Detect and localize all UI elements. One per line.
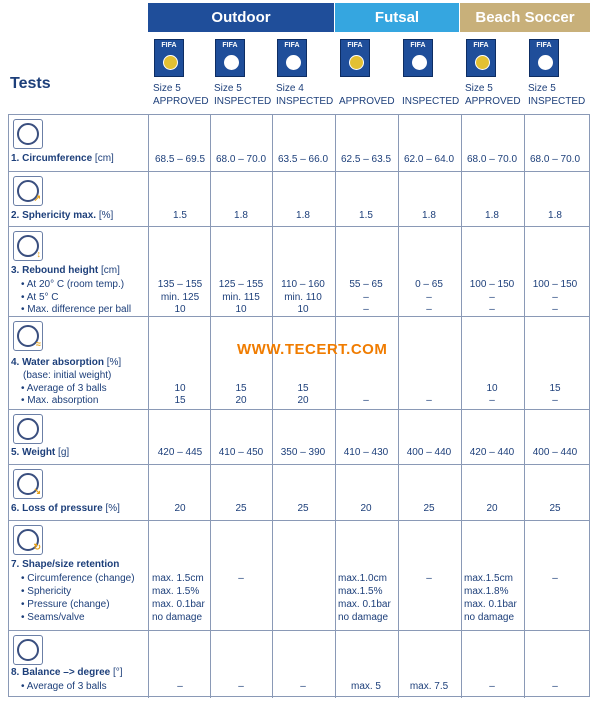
cell-value: – bbox=[552, 573, 558, 584]
cell-value: 1.5 bbox=[359, 210, 373, 221]
cell-value: 1.5 bbox=[173, 210, 187, 221]
table-row-rebound-height bbox=[9, 226, 589, 317]
row-title: 1. Circumference [cm] bbox=[11, 153, 114, 164]
cell-value: 68.0 – 70.0 bbox=[215, 154, 267, 165]
ball-circumference-icon bbox=[13, 119, 43, 149]
ball-shape-retention-icon: ↻ bbox=[13, 525, 43, 555]
cell-value: min. 115 bbox=[222, 292, 260, 303]
cell-value: – bbox=[363, 304, 369, 315]
cell-value: 100 – 150 bbox=[532, 279, 578, 290]
cell-value: 410 – 450 bbox=[218, 447, 264, 458]
cell-value: 135 – 155 bbox=[157, 279, 203, 290]
cell-value: 25 bbox=[235, 503, 247, 514]
cell-value: no damage bbox=[464, 612, 515, 623]
cell-value: min. 125 bbox=[160, 292, 200, 303]
table-row-shape-size-retention bbox=[9, 520, 589, 631]
cell-value: – bbox=[552, 304, 558, 315]
cell-value: 25 bbox=[297, 503, 309, 514]
row-subtitle: • Seams/valve bbox=[21, 612, 85, 623]
ball-sphericity-icon: ↗ bbox=[13, 176, 43, 206]
fifa-inspected-badge-icon: FIFA bbox=[215, 39, 245, 77]
row-title: 2. Sphericity max. [%] bbox=[11, 210, 114, 221]
cell-value: 62.0 – 64.0 bbox=[403, 154, 455, 165]
cell-value: 10 bbox=[235, 304, 247, 315]
cell-value: 20 bbox=[174, 503, 186, 514]
cell-value: 400 – 440 bbox=[532, 447, 578, 458]
cell-value: 10 bbox=[174, 383, 186, 394]
group-outdoor: Outdoor bbox=[148, 3, 334, 32]
cell-value: no damage bbox=[152, 612, 203, 623]
ball-water-icon: ≈ bbox=[13, 321, 43, 351]
row-title: 8. Balance –> degree [°] bbox=[11, 667, 123, 678]
cell-value: – bbox=[552, 681, 558, 692]
cell-value: 400 – 440 bbox=[406, 447, 452, 458]
cell-value: 1.8 bbox=[485, 210, 499, 221]
watermark: WWW.TECERT.COM bbox=[237, 341, 388, 358]
cell-value: 20 bbox=[235, 395, 247, 406]
cell-value: 10 bbox=[486, 383, 498, 394]
cell-value: – bbox=[238, 681, 244, 692]
fifa-quality-pro-badge-icon: FIFA bbox=[466, 39, 496, 77]
cell-value: 25 bbox=[423, 503, 435, 514]
cell-value: – bbox=[426, 292, 432, 303]
column-header-futsal-approved: FIFA APPROVED bbox=[335, 35, 396, 113]
row-subtitle: • Max. absorption bbox=[21, 395, 99, 406]
cell-value: max.1.8% bbox=[464, 586, 509, 597]
table-row-sphericity bbox=[9, 171, 589, 227]
row-subtitle: • Average of 3 balls bbox=[21, 681, 107, 692]
group-futsal: Futsal bbox=[335, 3, 459, 32]
cell-value: – bbox=[238, 573, 244, 584]
cell-value: 15 bbox=[235, 383, 247, 394]
row-subtitle: • At 20° C (room temp.) bbox=[21, 279, 125, 290]
cell-value: 0 – 65 bbox=[415, 279, 443, 290]
cell-value: 62.5 – 63.5 bbox=[340, 154, 392, 165]
cell-value: – bbox=[489, 304, 495, 315]
ball-rebound-icon: ↕ bbox=[13, 231, 43, 261]
ball-balance-icon bbox=[13, 635, 43, 665]
cell-value: max. 7.5 bbox=[409, 681, 449, 692]
cell-value: 420 – 445 bbox=[157, 447, 203, 458]
cell-value: 25 bbox=[549, 503, 561, 514]
cell-value: – bbox=[552, 395, 558, 406]
cell-value: 10 bbox=[174, 304, 186, 315]
cell-value: – bbox=[363, 292, 369, 303]
cell-value: max.1.5cm bbox=[464, 573, 513, 584]
cell-value: 15 bbox=[297, 383, 309, 394]
ball-pressure-icon: ↘ bbox=[13, 469, 43, 499]
cell-value: 20 bbox=[360, 503, 372, 514]
column-header-beach-size5-inspected: FIFA Size 5 INSPECTED bbox=[524, 35, 585, 113]
column-header-outdoor-size4-inspected: FIFA Size 4 INSPECTED bbox=[272, 35, 333, 113]
tests-table bbox=[8, 114, 590, 697]
cell-value: 68.0 – 70.0 bbox=[529, 154, 581, 165]
cell-value: – bbox=[300, 681, 306, 692]
column-header-outdoor-size5-inspected: FIFA Size 5 INSPECTED bbox=[210, 35, 271, 113]
cell-value: 20 bbox=[486, 503, 498, 514]
cell-value: 110 – 160 bbox=[281, 279, 325, 290]
row-subtitle: • At 5° C bbox=[21, 292, 59, 303]
row-title: 4. Water absorption [%] bbox=[11, 357, 122, 368]
cell-value: – bbox=[489, 681, 495, 692]
row-title: 6. Loss of pressure [%] bbox=[11, 503, 120, 514]
cell-value: 1.8 bbox=[296, 210, 310, 221]
row-title: 7. Shape/size retention bbox=[11, 559, 120, 570]
cell-value: 350 – 390 bbox=[280, 447, 326, 458]
fifa-inspected-badge-icon: FIFA bbox=[277, 39, 307, 77]
cell-value: max. 1.5% bbox=[152, 586, 200, 597]
row-subtitle: • Pressure (change) bbox=[21, 599, 110, 610]
row-subtitle: • Average of 3 balls bbox=[21, 383, 107, 394]
cell-value: max. 0.1bar bbox=[152, 599, 205, 610]
cell-value: – bbox=[489, 292, 495, 303]
row-title: 5. Weight [g] bbox=[11, 447, 70, 458]
cell-value: 100 – 150 bbox=[469, 279, 515, 290]
cell-value: – bbox=[552, 292, 558, 303]
fifa-inspected-badge-icon: FIFA bbox=[403, 39, 433, 77]
column-header-futsal-inspected: FIFA INSPECTED bbox=[398, 35, 459, 113]
cell-value: 15 bbox=[549, 383, 561, 394]
table-row-water-absorption bbox=[9, 316, 589, 410]
table-row-circumference bbox=[9, 115, 589, 171]
cell-value: no damage bbox=[338, 612, 389, 623]
cell-value: 1.8 bbox=[234, 210, 248, 221]
cell-value: max.1.0cm bbox=[338, 573, 387, 584]
tests-title: Tests bbox=[10, 75, 51, 92]
cell-value: max.1.5% bbox=[338, 586, 383, 597]
table-row-loss-of-pressure bbox=[9, 464, 589, 521]
cell-value: 20 bbox=[297, 395, 309, 406]
ball-weight-icon bbox=[13, 414, 43, 444]
row-subtitle: • Max. difference per ball bbox=[21, 304, 132, 315]
cell-value: – bbox=[363, 395, 369, 406]
row-subtitle: • Circumference (change) bbox=[21, 573, 135, 584]
row-subtitle: • Sphericity bbox=[21, 586, 72, 597]
cell-value: 15 bbox=[174, 395, 186, 406]
cell-value: 125 – 155 bbox=[218, 279, 264, 290]
group-beach-soccer: Beach Soccer bbox=[460, 3, 590, 32]
cell-value: 68.0 – 70.0 bbox=[466, 154, 518, 165]
cell-value: max. 1.5cm bbox=[152, 573, 204, 584]
fifa-quality-pro-badge-icon: FIFA bbox=[340, 39, 370, 77]
table-row-balance bbox=[9, 630, 589, 697]
column-header-outdoor-size5-approved: FIFA Size 5 APPROVED bbox=[149, 35, 210, 113]
cell-value: 55 – 65 bbox=[349, 279, 383, 290]
fifa-inspected-badge-icon: FIFA bbox=[529, 39, 559, 77]
cell-value: min. 110 bbox=[284, 292, 322, 303]
cell-value: max. 5 bbox=[350, 681, 381, 692]
cell-value: 1.8 bbox=[548, 210, 562, 221]
cell-value: 63.5 – 66.0 bbox=[277, 154, 329, 165]
column-header-beach-size5-approved: FIFA Size 5 APPROVED bbox=[461, 35, 522, 113]
cell-value: – bbox=[489, 395, 495, 406]
cell-value: 10 bbox=[297, 304, 309, 315]
cell-value: – bbox=[177, 681, 183, 692]
cell-value: – bbox=[426, 573, 432, 584]
row-title: 3. Rebound height [cm] bbox=[11, 265, 120, 276]
table-row-weight bbox=[9, 409, 589, 465]
cell-value: – bbox=[426, 395, 432, 406]
cell-value: – bbox=[426, 304, 432, 315]
cell-value: max. 0.1bar bbox=[338, 599, 391, 610]
cell-value: 420 – 440 bbox=[469, 447, 515, 458]
cell-value: 68.5 – 69.5 bbox=[154, 154, 206, 165]
cell-value: 410 – 430 bbox=[343, 447, 389, 458]
row-subtitle: (base: initial weight) bbox=[23, 370, 112, 381]
cell-value: 1.8 bbox=[422, 210, 436, 221]
cell-value: max. 0.1bar bbox=[464, 599, 517, 610]
fifa-quality-pro-badge-icon: FIFA bbox=[154, 39, 184, 77]
